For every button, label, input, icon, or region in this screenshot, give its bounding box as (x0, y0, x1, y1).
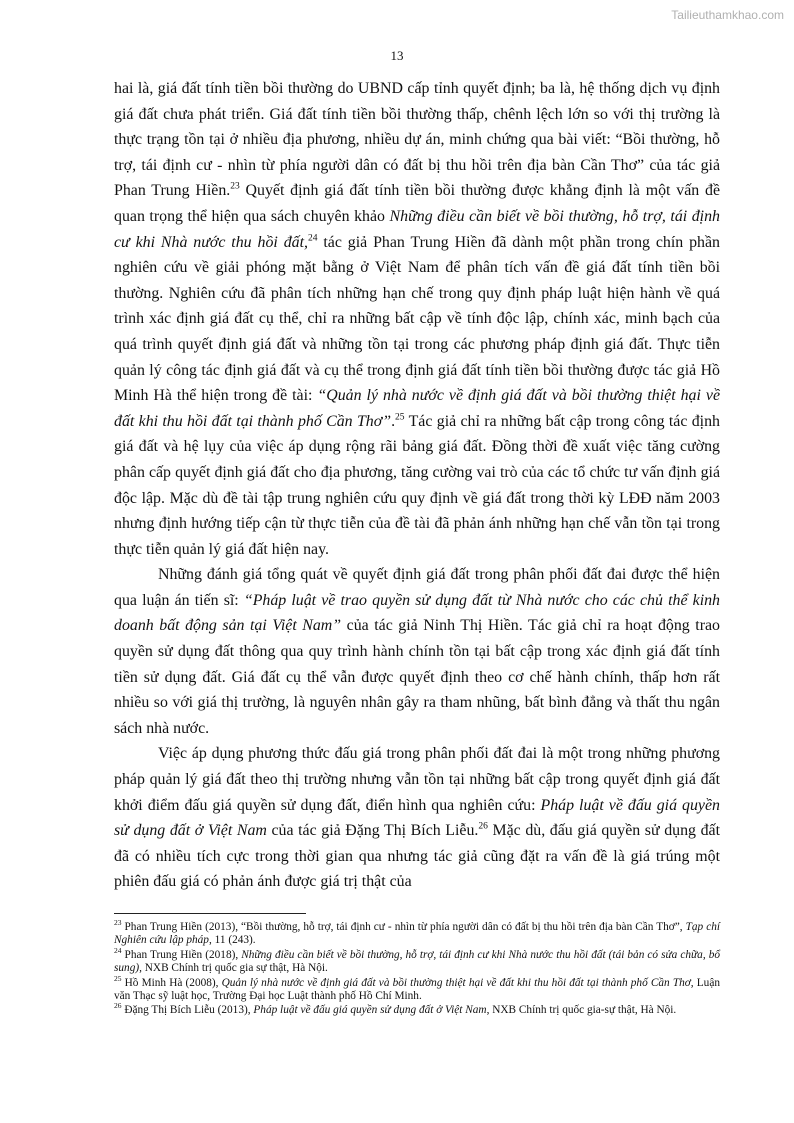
footnote-26 (114, 1001, 720, 1017)
text-run: Những đánh giá tổng quát về quyết định giá đất trong phân phối đất đai được thể hiện qua luận án tiến sĩ: (114, 566, 720, 609)
footnote-24 (114, 946, 721, 976)
text-run: , NXB Chính trị quốc gia-sự thật, Hà Nội. (486, 1004, 677, 1017)
footnote-divider (114, 913, 306, 914)
text-run: Tác giả chỉ ra những bất cập trong công tác định giá đất và hệ lụy của việc áp dụng rộng rãi bảng giá đất. Đồng thời đề xuất việc tăng cường phân cấp quyết định giá đất cho địa phương, tăng cường vai trò của các tổ chức tư vấn định giá độc lập. Mặc dù đề tài tập trung nghiên cứu quy định về giá đất trong thời kỳ LĐĐ năm 2003 nhưng định hướng tiếp cận từ thực tiễn của đề tài đã phản ánh những hạn chế vẫn tồn tại trong thực tiễn quản lý giá đất hiện nay. (114, 412, 720, 558)
footnote-number: 24 (114, 946, 122, 956)
footnote-ref-24[interactable]: 24 (307, 233, 318, 244)
thesis-title: Quản lý nhà nước về định giá đất và bồi thường thiệt hại về đất khi thu hồi đất tại thành phố Cần Thơ, (221, 976, 694, 989)
text-run: Đặng Thị Bích Liễu (2013), (121, 1004, 254, 1017)
footnote-ref-26[interactable]: 26 (478, 821, 488, 832)
footnote-23 (114, 918, 720, 948)
paragraph-3 (114, 741, 720, 895)
page-number: 13 (390, 48, 404, 63)
journal-title: Tạp chí Nghiên cứu lập pháp (114, 921, 720, 947)
text-run: NXB Chính trị quốc gia sự thật, Hà Nội. (141, 962, 328, 975)
text-run: Việc áp dụng phương thức đấu giá trong phân phối đất đai là một trong những phương pháp quản lý giá đất theo thị trường nhưng vẫn tồn tại những bất cập trong quyết định giá đất khởi điểm đấu giá quyền sử dụng đất, điển hình qua nghiên cứu: (114, 745, 720, 814)
body-text (114, 76, 720, 895)
text-run: Phan Trung Hiền (2013), “Bồi thường, hỗ trợ, tái định cư - nhìn từ phía người dân có đất bị thu hồi trên địa bàn Cần Thơ”, (121, 921, 686, 933)
paragraph-1 (114, 76, 720, 562)
text-run: Mặc dù, đấu giá quyền sử dụng đất đã có nhiều tích cực trong thời gian qua nhưng tác giả cũng đặt ra vấn đề là giá trúng một phiên đấu giá có phản ánh được giá trị thật của (114, 822, 720, 891)
footnote-ref-23[interactable]: 23 (230, 182, 240, 193)
watermark: Tailieuthamkhao.com (671, 8, 784, 22)
book-title: Những điều cần biết về bồi thường, hỗ trợ, tái định cư khi Nhà nước thu hồi đất, (114, 207, 720, 251)
dissertation-title: “Pháp luật về trao quyền sử dụng đất từ Nhà nước cho các chủ thể kinh doanh bất động sản tại Việt Nam” (114, 591, 720, 635)
footnote-number: 26 (114, 1001, 122, 1011)
text-run: của tác giả Đặng Thị Bích Liễu. (266, 822, 479, 840)
text-run: tác giả Phan Trung Hiền đã dành một phần trong chín phần nghiên cứu về giải phóng mặt bằng ở Việt Nam để phân tích vấn đề giá đất tính tiền bồi thường. Nghiên cứu đã phân tích những hạn chế trong quy định pháp luật hiện hành về quá trình xác định giá đất cụ thể, chỉ ra những bất cập về tính độc lập, chính xác, minh bạch của quá trình quyết định giá đất và những tồn tại trong các phương pháp định giá đất. Thực tiễn quản lý công tác định giá đất và cụ thể trong định giá đất tính tiền bồi thường được tác giả Hồ Minh Hà thể hiện trong đề tài: (114, 233, 720, 405)
book-title: Pháp luật về đấu giá quyền sử dụng đất ở Việt Nam (253, 1004, 487, 1017)
thesis-title: “Quản lý nhà nước về định giá đất và bồi thường thiệt hại về đất khi thu hồi đất tại thành phố Cần Thơ” (114, 387, 720, 430)
footnote-25 (114, 973, 720, 1004)
study-title: Pháp luật về đấu giá quyền sử dụng đất ở Việt Nam (114, 796, 720, 840)
text-run: , 11 (243). (208, 934, 256, 947)
text-run: Luận văn Thạc sỹ luật học, Trường Đại học Luật thành phố Hồ Chí Minh. (114, 976, 720, 1003)
text-run: Quyết định giá đất tính tiền bồi thường được khẳng định là một vấn đề quan trọng thể hiện qua sách chuyên khảo (114, 182, 720, 225)
text-run: hai là, giá đất tính tiền bồi thường do UBND cấp tỉnh quyết định; ba là, hệ thống dịch vụ định giá đất chưa phát triển. Giá đất tính tiền bồi thường thấp, chênh lệch lớn so với thị trường là thực trạng tồn tại ở nhiều địa phương, nhiều dự án, minh chứng qua bài viết: “Bồi thường, hỗ trợ, tái định cư - nhìn từ phía người dân có đất bị thu hồi trên địa bàn Cần Thơ” của tác giả Phan Trung Hiền. (114, 80, 720, 200)
text-run: Hồ Minh Hà (2008), (121, 976, 222, 989)
footnote-number: 23 (114, 918, 122, 928)
footnote-number: 25 (114, 973, 122, 983)
text-run: . (391, 412, 396, 430)
footnote-ref-25[interactable]: 25 (395, 412, 405, 423)
paragraph-2 (114, 562, 720, 741)
footnotes (114, 918, 721, 1019)
text-run: Phan Trung Hiền (2018), (121, 948, 242, 961)
book-title: Những điều cần biết về bồi thường, hỗ trợ, tái định cư khi Nhà nước thu hồi đất (tái bản có sửa chữa, bổ sung), (114, 948, 721, 975)
text-run: của tác giả Ninh Thị Hiền. Tác giả chỉ ra hoạt động trao quyền sử dụng đất thông qua quy trình hành chính tồn tại bất cập trong xác định giá đất tính tiền sử dụng đất. Giá đất cụ thể vẫn được quyết định theo cơ chế hành chính, thấp hơn rất nhiều so với giá thị trường, là nguyên nhân gây ra tham nhũng, bất bình đẳng và thất thu ngân sách nhà nước. (114, 617, 720, 737)
